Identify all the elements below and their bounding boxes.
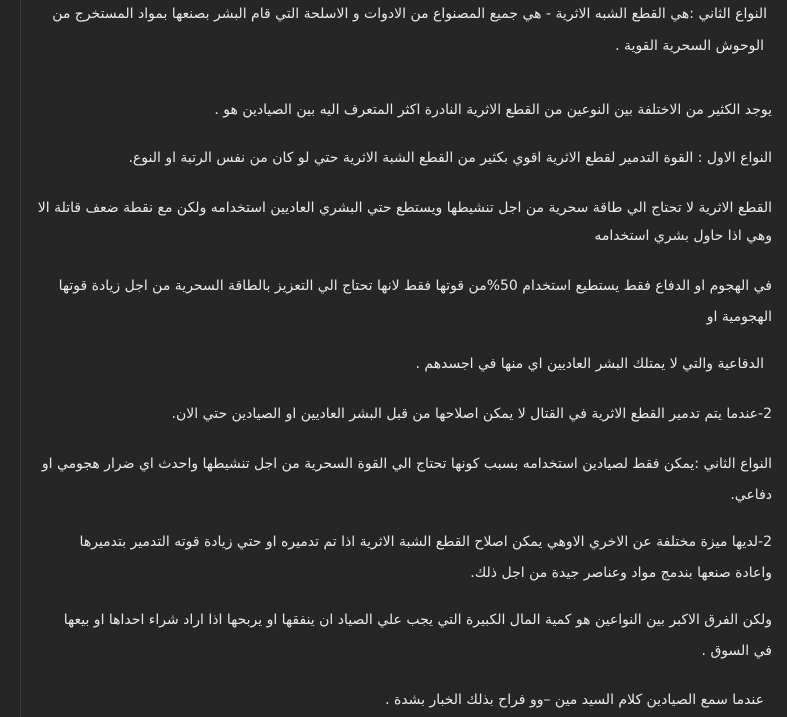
paragraph-line: عندما سمع الصيادين كلام السيد مين –وو فراح بذلك الخبار بشدة .: [385, 692, 764, 708]
paragraph-line: 2-لديها ميزة مختلفة عن الاخري الاوهي يمكن اصلاح القطع الشبة الاثرية اذا تم تدميره او حتي زيادة قوته التدمير بتدميرها: [79, 534, 772, 550]
paragraph-10: [44, 606, 772, 668]
paragraph-line: النواع الاول : القوة التدمير لقطع الاثرية اقوي بكثير من القطع الشبة الاثرية حتي لو كان من نفس الرتبة او النوع.: [128, 150, 772, 166]
paragraph-line: دفاعي.: [730, 487, 772, 503]
paragraph-5: [44, 272, 772, 334]
paragraph-11: [44, 686, 772, 714]
paragraph-line: الهجومية او: [706, 309, 772, 325]
left-divider: [20, 0, 21, 717]
paragraph-2: [44, 96, 772, 124]
paragraph-line: الدفاعية والتي لا يمتلك البشر العاديين اي منها في اجسدهم .: [415, 356, 764, 372]
paragraph-6: [44, 350, 772, 378]
paragraph-9: [44, 528, 772, 590]
paragraph-line: النواع الثاني :يمكن فقط لصيادين استخدامه بسبب كونها تحتاج الي القوة السحرية من اجل تنشيطها واحدث اي ضرار هجومي او: [41, 456, 772, 472]
paragraph-4: [37, 194, 772, 250]
paragraph-7: [44, 400, 772, 428]
paragraph-8: [41, 450, 772, 512]
paragraph-3: [44, 144, 772, 172]
paragraph-line: وهي اذا حاول بشري استخدامه: [594, 228, 772, 244]
paragraph-line: القطع الاثرية لا تحتاج الي طاقة سحرية من اجل تنشيطها ويستطع حتي البشري العاديين استخدامه ولكن مع نقطة ضعف قاتلة الا: [37, 200, 772, 216]
paragraph-1: [44, 0, 772, 64]
paragraph-line: واعادة صنعها بندمج مواد وعناصر جيدة من اجل ذلك.: [470, 565, 772, 581]
paragraph-line: يوجد الكثير من الاختلفة بين النوعين من القطع الاثرية النادرة اكثر المتعرف اليه بين الصيادين هو .: [214, 102, 772, 118]
paragraph-line: الوحوش السحرية القوية .: [615, 38, 764, 54]
paragraph-line: ولكن الفرق الاكبر بين النواعين هو كمية المال الكبيرة التي يجب علي الصياد ان ينفقها او يربحها اذا اراد شراء احداها او بيعها: [63, 612, 772, 628]
paragraph-line: في الهجوم او الدفاع فقط يستطيع استخدام 50%من قوتها فقط لانها تحتاج الي التعزيز بالطاقة السحرية من اجل زيادة قوتها: [58, 278, 772, 294]
article-body: [37, 0, 772, 717]
paragraph-line: 2-عندما يتم تدمير القطع الاثرية في القتال لا يمكن اصلاحها من قبل البشر العاديين او الصيادين حتي الان.: [171, 406, 772, 422]
paragraph-line: النواع الثاني :هي القطع الشبه الاثرية - هي جميع المصنواع من الادوات و الاسلحة التي قام البشر بصنعها بمواد المستخرج من: [52, 6, 767, 22]
paragraph-line: في السوق .: [701, 643, 772, 659]
